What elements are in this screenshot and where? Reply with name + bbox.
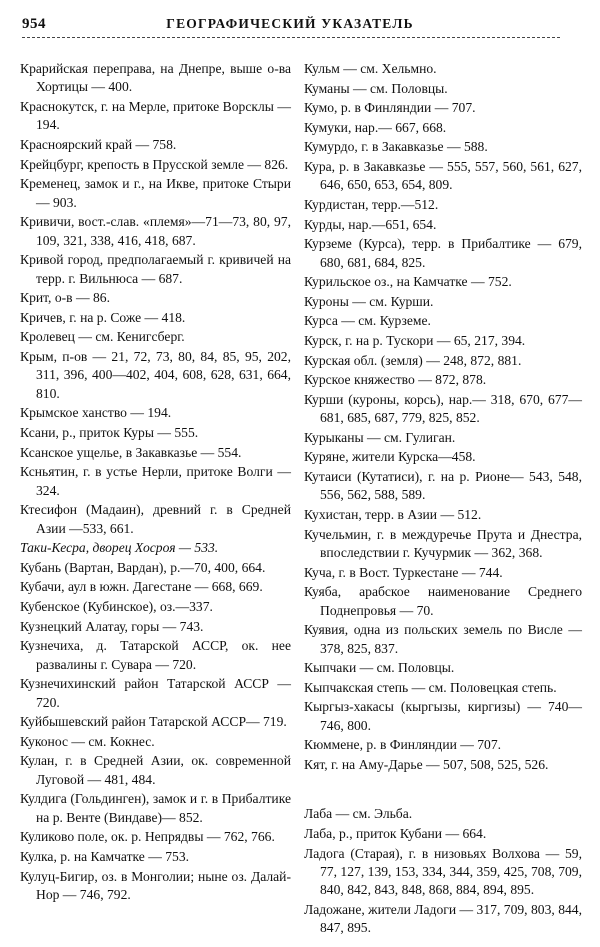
- index-entry: Кучельмин, г. в междуречье Прута и Днестра, впоследствии г. Кучурмик — 362, 368.: [304, 526, 582, 560]
- index-entry: Куча, г. в Вост. Туркестане — 744.: [304, 564, 503, 580]
- index-entry: Кят, г. на Аму-Дарье — 507, 508, 525, 526.: [304, 756, 549, 772]
- left-column: [20, 60, 291, 906]
- index-entry: Куявия, одна из польских земель по Висле — 378, 825, 837.: [304, 622, 582, 656]
- index-entry: Ктесифон (Мадаин), древний г. в Средней Азии —533, 661.: [20, 502, 291, 536]
- index-entry: Кухистан, терр. в Азии — 512.: [304, 506, 482, 522]
- index-entry: Курильское оз., на Камчатке — 752.: [304, 274, 512, 290]
- index-entry: Куликово поле, ок. р. Непрядвы — 762, 766.: [20, 829, 275, 845]
- index-entry: Кура, р. в Закавказье — 555, 557, 560, 561, 627, 646, 650, 653, 654, 809.: [304, 158, 582, 193]
- header-rule: [22, 37, 560, 38]
- page-title: ГЕОГРАФИЧЕСКИЙ УКАЗАТЕЛЬ: [166, 16, 414, 31]
- index-entry: Кыпчакская степь — см. Половецкая степь.: [304, 679, 557, 695]
- index-entry: Таки-Кесра, дворец Хосроя — 533.: [20, 540, 219, 556]
- index-entry: Кулан, г. в Средней Азии, ок. современной Луговой — 481, 484.: [20, 753, 291, 787]
- index-entry: Кумурдо, г. в Закавказье — 588.: [304, 139, 488, 155]
- index-entry: Курское княжество — 872, 878.: [304, 372, 487, 388]
- index-entry: Лаба, р., приток Кубани — 664.: [304, 826, 487, 842]
- letter-section-gap: [304, 775, 582, 805]
- index-entry: Кумо, р. в Финляндии — 707.: [304, 100, 476, 116]
- index-entry: Крит, о-в — 86.: [20, 290, 110, 306]
- index-entry: Курск, г. на р. Тускори — 65, 217, 394.: [304, 332, 526, 348]
- index-entry: Кричев, г. на р. Соже — 418.: [20, 309, 186, 325]
- index-entry: Красноярский край — 758.: [20, 137, 177, 152]
- index-entry: Кыпчаки — см. Половцы.: [304, 660, 455, 676]
- index-entry: Кролевец — см. Кенигсберг.: [20, 329, 185, 345]
- index-entry: Курса — см. Курземе.: [304, 313, 431, 329]
- index-entry: Кюммене, р. в Финляндии — 707.: [304, 737, 502, 753]
- index-entry: Курская обл. (земля) — 248, 872, 881.: [304, 352, 522, 368]
- page-header: [22, 12, 558, 38]
- index-entry: Крейцбург, крепость в Прусской земле — 826.: [20, 156, 289, 172]
- index-entry: Кузнецкий Алатау, горы — 743.: [20, 618, 204, 634]
- index-entry: Курдистан, терр.—512.: [304, 196, 439, 212]
- index-entry: Ксани, р., приток Куры — 555.: [20, 424, 199, 440]
- index-entry: Краснокутск, г. на Мерле, притоке Ворсклы — 194.: [20, 99, 291, 133]
- index-entry: Крарийская переправа, на Днепре, выше о-ва Хортицы — 400.: [20, 61, 291, 95]
- index-entry: Куяба, арабское наименование Среднего Поднепровья — 70.: [304, 584, 582, 618]
- index-entry: Кыргыз-хакасы (кыргызы, киргизы) — 740—746, 800.: [304, 699, 582, 733]
- index-entry: Курши (куроны, корсь), нар.— 318, 670, 677—681, 685, 687, 779, 825, 852.: [304, 391, 582, 426]
- index-entry: Куманы — см. Половцы.: [304, 80, 448, 96]
- index-entry: Ладожане, жители Ладоги — 317, 709, 803, 844, 847, 895.: [304, 902, 582, 936]
- index-entry: Кутаиси (Кутатиси), г. на р. Рионе— 543, 548, 556, 562, 588, 589.: [304, 468, 582, 503]
- index-entry: Курземе (Курса), терр. в Прибалтике — 679, 680, 681, 684, 825.: [304, 236, 582, 270]
- index-entry: Ксанское ущелье, в Закавказье — 554.: [20, 444, 242, 460]
- index-entry: Ксньятин, г. в устье Нерли, притоке Волги —324.: [20, 464, 291, 498]
- index-entry: Куряне, жители Курска—458.: [304, 449, 476, 465]
- index-entry: Ладога (Старая), г. в низовьях Волхова — 59, 77, 127, 139, 153, 334, 344, 359, 425, 708, 709, 840, 842, 843, 848, 868, 884, 894, 895.: [304, 845, 582, 898]
- index-entry: Курыканы — см. Гулиган.: [304, 429, 456, 445]
- right-column: [304, 60, 582, 939]
- index-entry: Кубенское (Кубинское), оз.—337.: [20, 598, 213, 614]
- index-entry: Лаба — см. Эльба.: [304, 806, 413, 822]
- index-entry: Кубачи, аул в южн. Дагестане — 668, 669.: [20, 579, 263, 595]
- index-entry: Кульм — см. Хельмно.: [304, 61, 437, 76]
- index-entry: Куконос — см. Кокнес.: [20, 733, 155, 749]
- index-entry: Кривичи, вост.-слав. «племя»—71—73, 80, 97, 109, 321, 338, 416, 418, 687.: [20, 214, 291, 248]
- index-entry: Крым, п-ов — 21, 72, 73, 80, 84, 85, 95, 202, 311, 396, 400—402, 404, 608, 628, 631, 664, 810.: [20, 348, 291, 401]
- index-entry: Кулуц-Бигир, оз. в Монголии; ныне оз. Далай-Нор — 746, 792.: [20, 868, 291, 902]
- index-entry: Крымское ханство — 194.: [20, 405, 172, 421]
- page-number: 954: [22, 16, 46, 32]
- index-entry: Кулка, р. на Камчатке — 753.: [20, 848, 190, 864]
- index-entry: Куйбышевский район Татарской АССР— 719.: [20, 714, 287, 730]
- index-entry: Кузнечихинский район Татарской АССР — 720.: [20, 676, 291, 710]
- index-entry: Кубань (Вартан, Вардан), р.—70, 400, 664.: [20, 559, 266, 575]
- index-entry: Кременец, замок и г., на Икве, притоке Стыри — 903.: [20, 176, 291, 210]
- index-entry: Курды, нар.—651, 654.: [304, 216, 437, 232]
- index-entry: Кривой город, предполагаемый г. кривичей на терр. г. Вильнюса — 687.: [20, 252, 291, 286]
- index-entry: Кулдига (Гольдинген), замок и г. в Прибалтике на р. Венте (Виндаве)— 852.: [20, 791, 291, 825]
- index-entry: Куроны — см. Курши.: [304, 293, 434, 309]
- index-entry: Кумуки, нар.— 667, 668.: [304, 119, 447, 135]
- index-entry: Кузнечиха, д. Татарской АССР, ок. нее развалины г. Сувара — 720.: [20, 638, 291, 672]
